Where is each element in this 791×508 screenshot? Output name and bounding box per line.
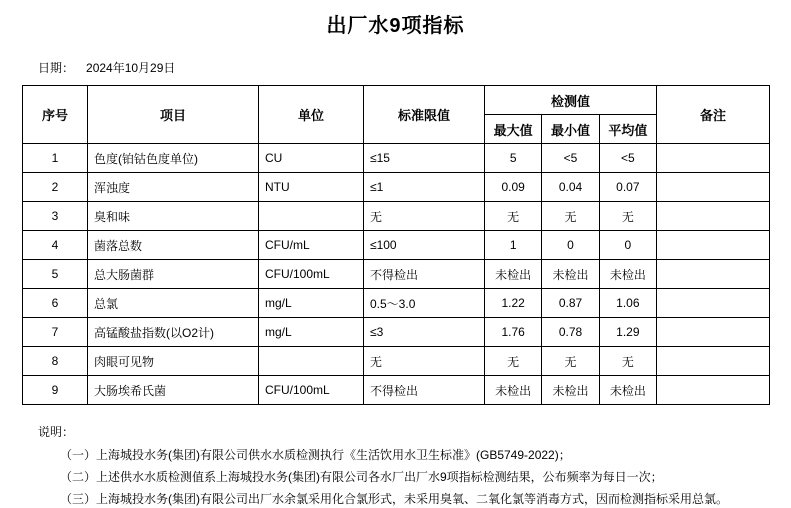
table-row <box>23 144 770 173</box>
cell-item: 肉眼可见物 <box>88 347 259 376</box>
cell-unit: NTU <box>259 173 364 202</box>
cell-no: 2 <box>23 173 88 202</box>
cell-unit <box>259 202 364 231</box>
notes-title: 说明： <box>38 425 75 439</box>
page-title: 出厂水9项指标 <box>326 15 465 37</box>
cell-no: 5 <box>23 260 88 289</box>
cell-item: 总氯 <box>88 289 259 318</box>
table-row <box>23 376 770 405</box>
cell-limit: ≤15 <box>364 144 485 173</box>
cell-max: 5 <box>485 144 542 173</box>
cell-remark <box>657 347 770 376</box>
cell-limit: 不得检出 <box>364 260 485 289</box>
date-label: 日期： <box>38 61 75 75</box>
table-row <box>23 260 770 289</box>
cell-item: 大肠埃希氏菌 <box>88 376 259 405</box>
cell-unit: CFU/mL <box>259 231 364 260</box>
cell-max: 0.09 <box>485 173 542 202</box>
cell-limit: ≤100 <box>364 231 485 260</box>
note-line-2: （二）上述供水水质检测值系上海城投水务(集团)有限公司各水厂出厂水9项指标检测结果，公布频率为每日一次； <box>60 470 663 485</box>
cell-max: 未检出 <box>485 260 542 289</box>
cell-max: 1.22 <box>485 289 542 318</box>
cell-item: 菌落总数 <box>88 231 259 260</box>
cell-item: 臭和味 <box>88 202 259 231</box>
cell-no: 6 <box>23 289 88 318</box>
table-row <box>23 231 770 260</box>
cell-no: 1 <box>23 144 88 173</box>
water-quality-table <box>22 85 770 405</box>
header-min: 最小值 <box>542 115 599 144</box>
cell-unit: mg/L <box>259 318 364 347</box>
cell-min: 0.87 <box>542 289 599 318</box>
cell-no: 7 <box>23 318 88 347</box>
cell-remark <box>657 376 770 405</box>
cell-remark <box>657 173 770 202</box>
cell-avg: 1.06 <box>599 289 656 318</box>
cell-limit: 无 <box>364 347 485 376</box>
cell-no: 8 <box>23 347 88 376</box>
cell-item: 总大肠菌群 <box>88 260 259 289</box>
cell-remark <box>657 260 770 289</box>
table-head <box>23 86 770 144</box>
header-max: 最大值 <box>485 115 542 144</box>
cell-max: 1.76 <box>485 318 542 347</box>
cell-item: 浑浊度 <box>88 173 259 202</box>
cell-remark <box>657 318 770 347</box>
cell-remark <box>657 289 770 318</box>
cell-min: 0.78 <box>542 318 599 347</box>
table-row <box>23 289 770 318</box>
header-remark: 备注 <box>657 86 770 144</box>
header-item: 项目 <box>88 86 259 144</box>
note-line-1: （一）上海城投水务(集团)有限公司供水水质检测执行《生活饮用水卫生标准》(GB5749-2022)； <box>60 448 571 462</box>
cell-avg: 无 <box>599 347 656 376</box>
header-measured-group: 检测值 <box>485 86 657 115</box>
table-row <box>23 202 770 231</box>
cell-avg: 未检出 <box>599 260 656 289</box>
cell-no: 4 <box>23 231 88 260</box>
cell-item: 高锰酸盐指数(以O2计) <box>88 318 259 347</box>
cell-min: 0.04 <box>542 173 599 202</box>
cell-min: 未检出 <box>542 376 599 405</box>
cell-avg: 0 <box>599 231 656 260</box>
cell-avg: 1.29 <box>599 318 656 347</box>
cell-limit: ≤1 <box>364 173 485 202</box>
cell-max: 无 <box>485 347 542 376</box>
cell-min: <5 <box>542 144 599 173</box>
cell-unit: CU <box>259 144 364 173</box>
header-avg: 平均值 <box>599 115 656 144</box>
cell-limit: 0.5～3.0 <box>364 289 485 318</box>
header-limit: 标准限值 <box>364 86 485 144</box>
cell-avg: 0.07 <box>599 173 656 202</box>
cell-remark <box>657 231 770 260</box>
cell-min: 无 <box>542 202 599 231</box>
cell-max: 1 <box>485 231 542 260</box>
header-unit: 单位 <box>259 86 364 144</box>
cell-avg: <5 <box>599 144 656 173</box>
cell-limit: ≤3 <box>364 318 485 347</box>
table-row <box>23 347 770 376</box>
cell-limit: 无 <box>364 202 485 231</box>
date-line <box>38 59 791 76</box>
cell-limit: 不得检出 <box>364 376 485 405</box>
cell-unit: mg/L <box>259 289 364 318</box>
cell-unit: CFU/100mL <box>259 260 364 289</box>
cell-no: 3 <box>23 202 88 231</box>
table-row <box>23 318 770 347</box>
cell-min: 无 <box>542 347 599 376</box>
notes-section <box>38 423 791 508</box>
table-body <box>23 144 770 405</box>
header-no: 序号 <box>23 86 88 144</box>
cell-avg: 无 <box>599 202 656 231</box>
cell-min: 0 <box>542 231 599 260</box>
cell-no: 9 <box>23 376 88 405</box>
note-line-3: （三）上海城投水务(集团)有限公司出厂水余氯采用化合氯形式，未采用臭氧、二氧化氯等消毒方式，因而检测指标采用总氯。 <box>60 492 728 507</box>
cell-max: 无 <box>485 202 542 231</box>
cell-remark <box>657 202 770 231</box>
cell-min: 未检出 <box>542 260 599 289</box>
cell-item: 色度(铂钴色度单位) <box>88 144 259 173</box>
date-value: 2024年10月29日 <box>86 61 176 75</box>
cell-unit <box>259 347 364 376</box>
cell-max: 未检出 <box>485 376 542 405</box>
cell-remark <box>657 144 770 173</box>
table-header-row-1 <box>23 86 770 115</box>
cell-unit: CFU/100mL <box>259 376 364 405</box>
cell-avg: 未检出 <box>599 376 656 405</box>
table-row <box>23 173 770 202</box>
